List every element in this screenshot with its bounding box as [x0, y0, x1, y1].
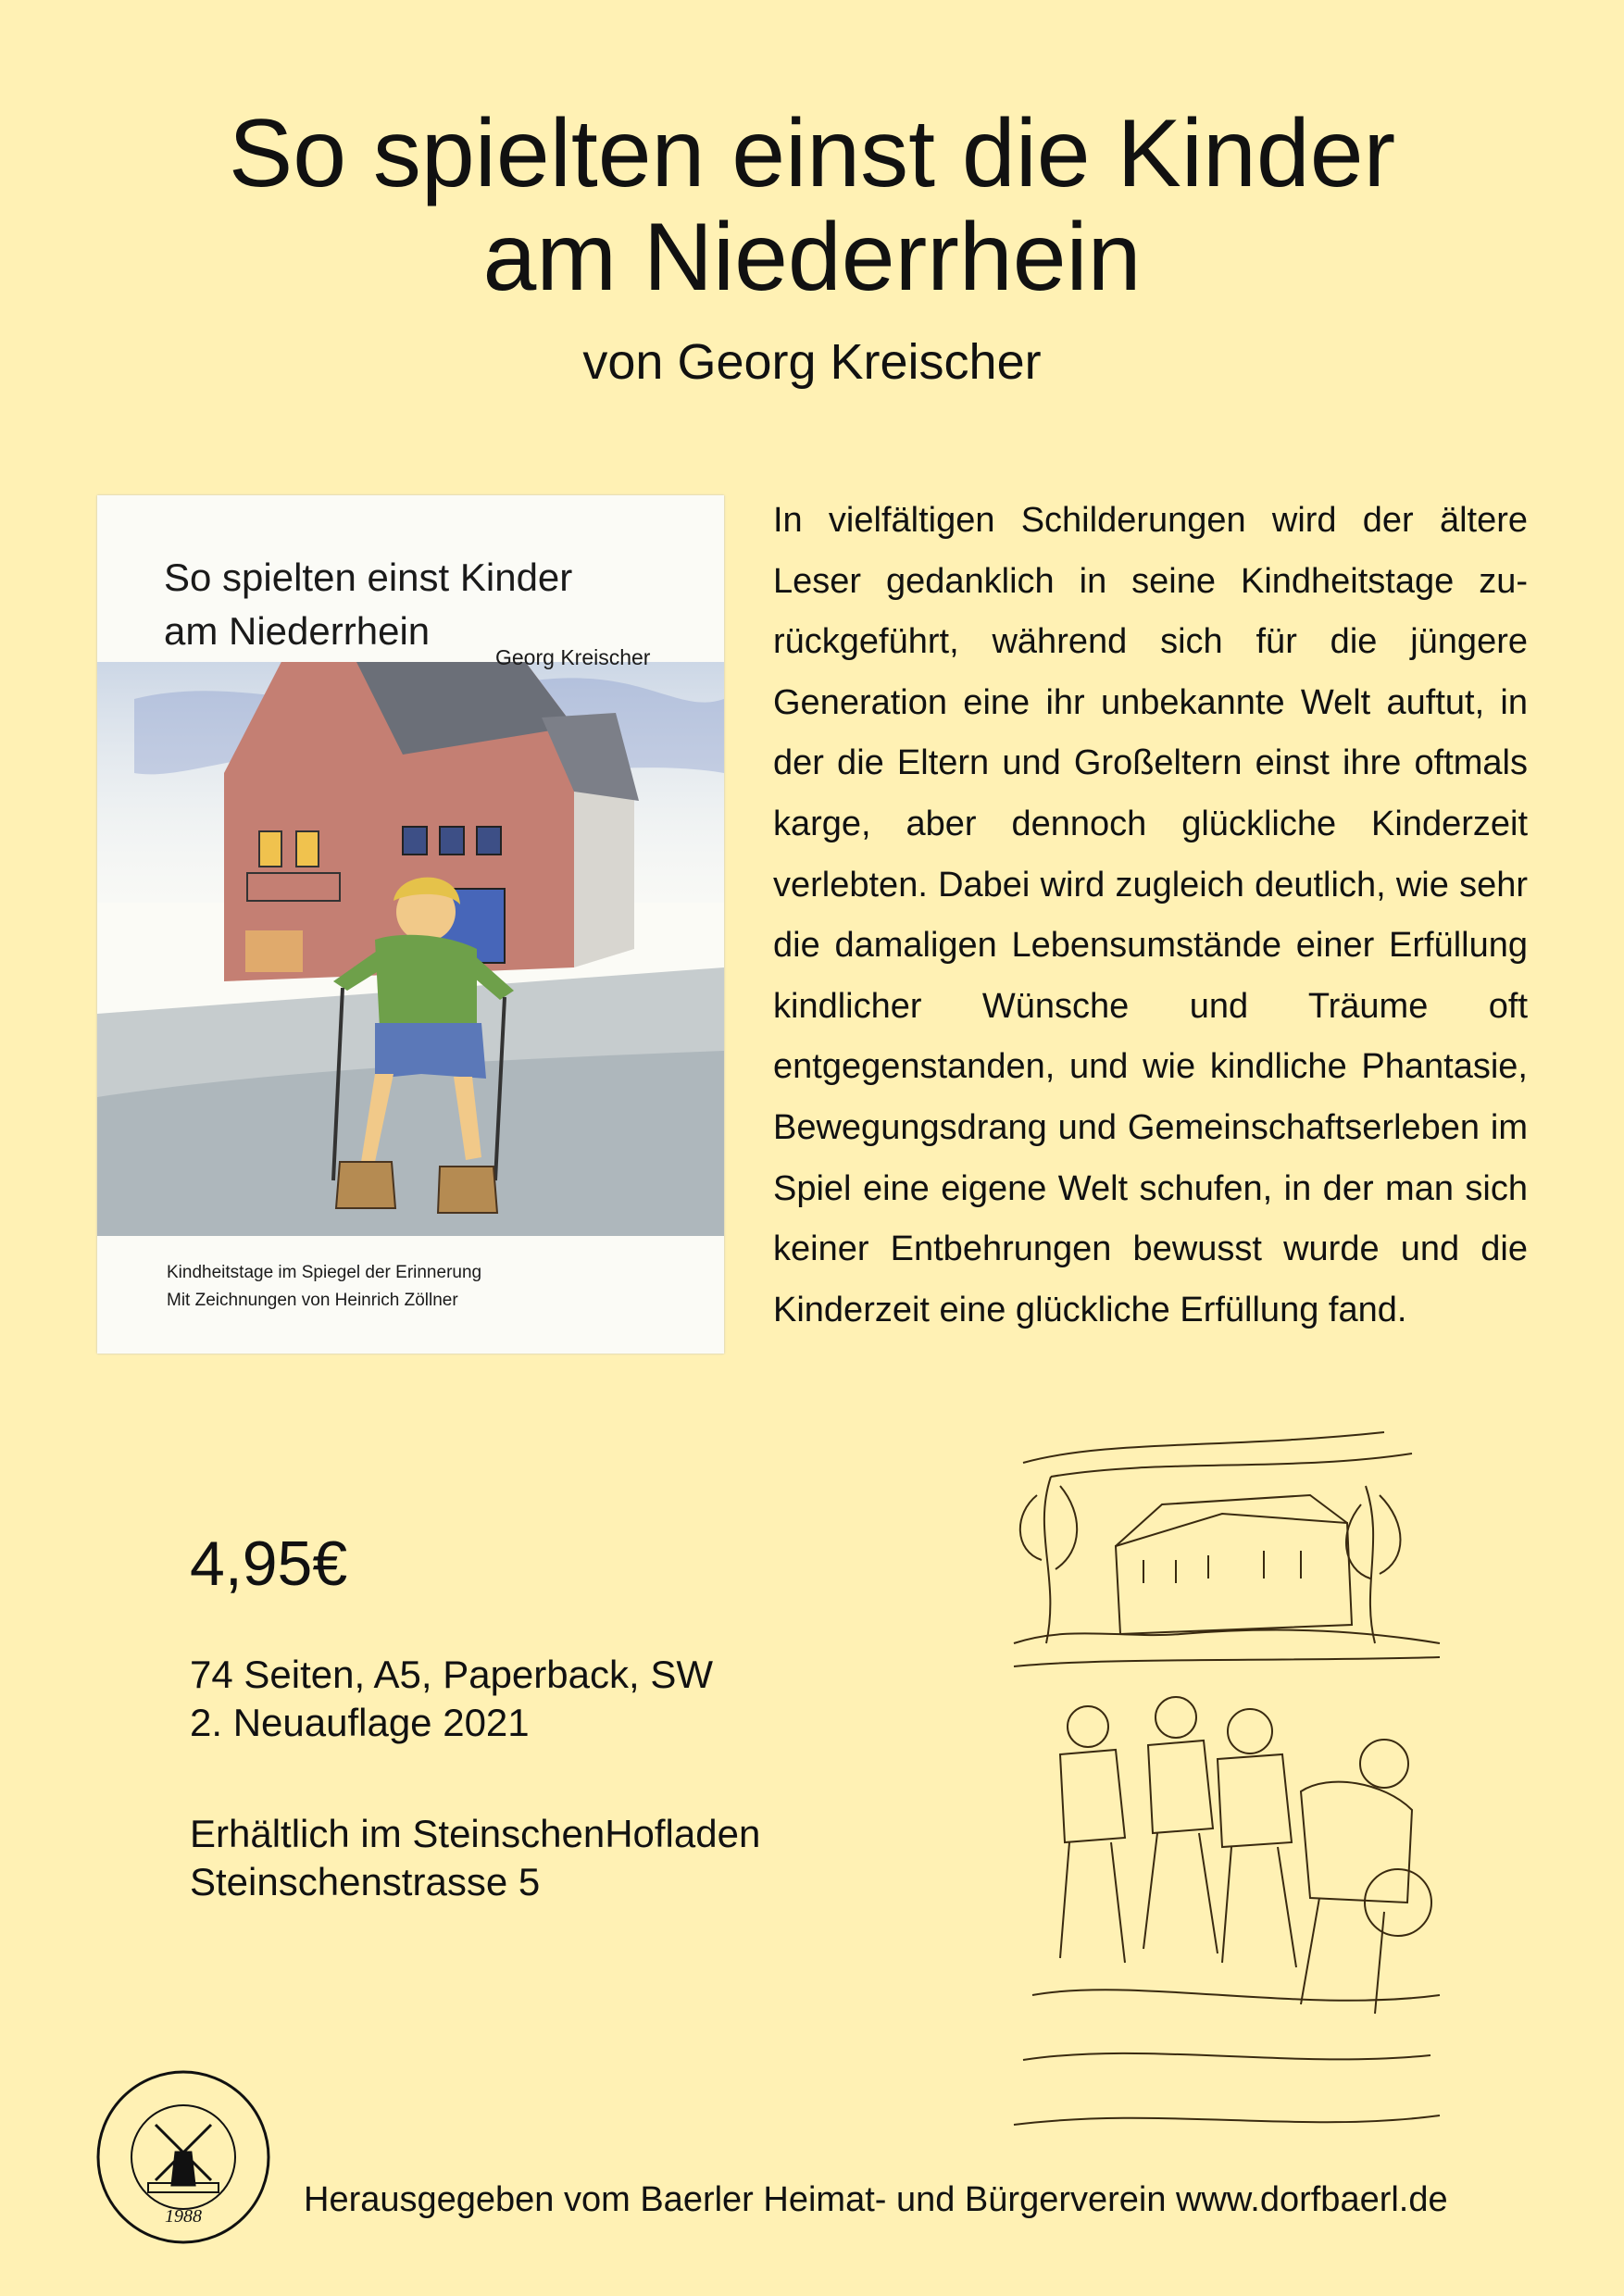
title-line-2: am Niederrhein	[482, 204, 1142, 311]
publisher-footer: Herausgegeben vom Baerler Heimat- und Bürgerverein www.dorfbaerl.de	[304, 2180, 1448, 2219]
cover-illustration	[97, 662, 724, 1236]
price: 4,95€	[190, 1529, 348, 1599]
cover-subtitle-line-2: Mit Zeichnungen von Heinrich Zöllner	[167, 1291, 458, 1310]
book-details	[190, 1651, 713, 1747]
association-seal-logo	[91, 2065, 276, 2250]
cover-title-line-1: So spielten einst Kinder	[164, 555, 573, 599]
book-cover-image	[97, 495, 724, 1354]
cover-author: Georg Kreischer	[495, 645, 651, 669]
cover-title-line-2: am Niederrhein	[164, 609, 431, 653]
availability-address: Steinschenstrasse 5	[190, 1860, 541, 1903]
cover-subtitle	[167, 1259, 685, 1315]
details-line-format: 74 Seiten, A5, Paperback, SW	[190, 1653, 713, 1696]
book-description: In vielfältigen Schilderungen wird der ältere Leser gedanklich in seine Kindheitstage zurückgeführt, während sich für die jüngere Generation eine ihr unbekannte Welt auftut, in der die Eltern und Großeltern einst ihre oftmals karge, aber dennoch glückliche Kinderzeit verlebten. Dabei wird zugleich deutlich, wie sehr die damaligen Lebensumstände einer Erfüllung kindlicher Wünsche und Träume oft entgegenstanden, und wie kindliche Phantasie, Bewegungsdrang und Gemeinschaftserleben im Spiel eine eigene Welt schufen, in der man sich keiner Entbehrungen bewusst wurde und die Kinderzeit eine glückliche Erfüllung fand.	[773, 501, 1528, 1329]
seal-year: 1988	[165, 2206, 202, 2227]
cover-title	[164, 551, 682, 658]
availability-shop: Erhältlich im SteinschenHofladen	[190, 1812, 761, 1855]
details-line-edition: 2. Neuauflage 2021	[190, 1701, 530, 1744]
title-line-1: So spielten einst die Kinder	[228, 100, 1396, 207]
availability	[190, 1810, 760, 1906]
author-line: von Georg Kreischer	[582, 334, 1042, 390]
cover-subtitle-line-1: Kindheitstage im Spiegel der Erinnerung	[167, 1263, 482, 1282]
children-sketch-illustration	[995, 1421, 1458, 2162]
page-title	[0, 102, 1624, 309]
